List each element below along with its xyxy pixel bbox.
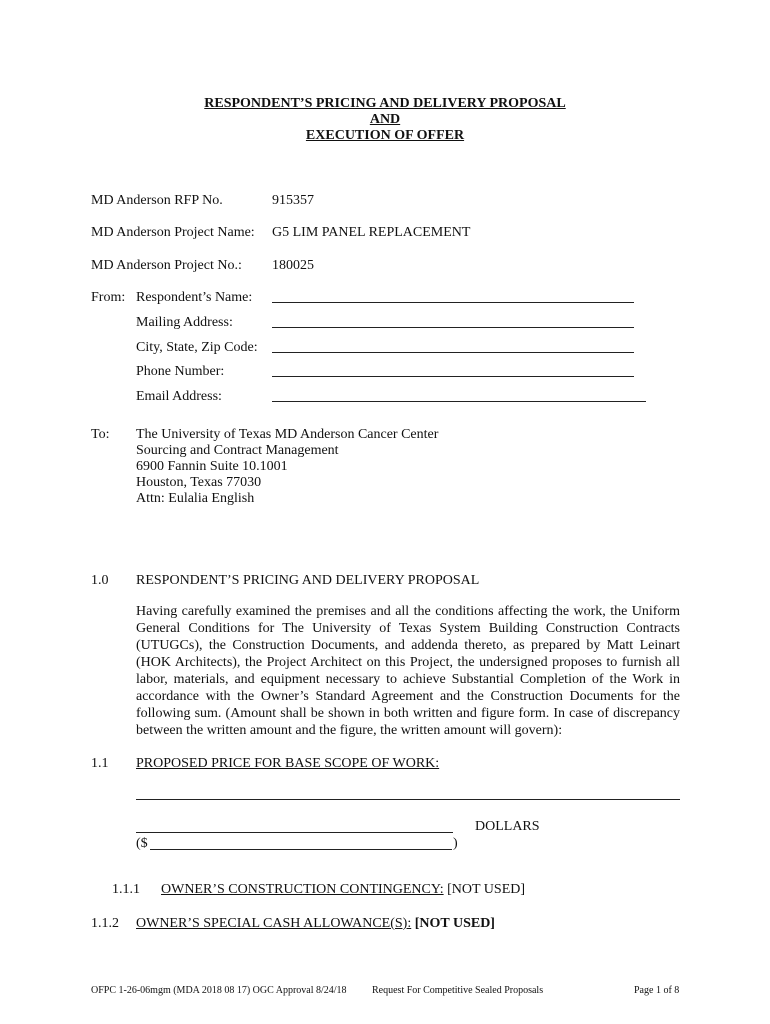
footer-page-number: Page 1 of 8 bbox=[634, 985, 680, 996]
section-1-1-1-line bbox=[161, 882, 525, 898]
document-subtitle: EXECUTION OF OFFER bbox=[305, 128, 465, 143]
to-address-line-2: Sourcing and Contract Management bbox=[136, 443, 339, 458]
section-number-1-1: 1.1 bbox=[91, 756, 109, 771]
section-title-1-1: PROPOSED PRICE FOR BASE SCOPE OF WORK: bbox=[136, 756, 440, 771]
project-name-value: G5 LIM PANEL REPLACEMENT bbox=[272, 225, 471, 240]
section-status-1-1-1: [NOT USED] bbox=[443, 882, 526, 897]
mailing-address-field[interactable] bbox=[272, 327, 634, 328]
phone-number-field[interactable] bbox=[272, 376, 634, 377]
section-status-1-1-2: [NOT USED] bbox=[414, 916, 495, 931]
to-attention-line: Attn: Eulalia English bbox=[136, 491, 255, 506]
to-address-line-1: The University of Texas MD Anderson Cancer Center bbox=[136, 427, 439, 442]
written-amount-field[interactable] bbox=[136, 799, 680, 800]
respondent-name-field[interactable] bbox=[272, 302, 634, 303]
section-title-1-1-1: OWNER’S CONSTRUCTION CONTINGENCY: bbox=[161, 882, 444, 897]
written-amount-field-2[interactable] bbox=[136, 832, 453, 833]
figure-amount-field[interactable] bbox=[150, 849, 452, 850]
figure-close-paren: ) bbox=[453, 836, 458, 851]
section-number-1-1-2: 1.1.2 bbox=[91, 916, 119, 931]
section-title-1-0: RESPONDENT’S PRICING AND DELIVERY PROPOSAL bbox=[136, 573, 480, 588]
document-title-and: AND bbox=[369, 112, 401, 127]
project-name-label: MD Anderson Project Name: bbox=[91, 225, 255, 240]
city-state-zip-label: City, State, Zip Code: bbox=[136, 340, 258, 355]
footer-document-type: Request For Competitive Sealed Proposals bbox=[372, 985, 544, 996]
mailing-address-label: Mailing Address: bbox=[136, 315, 233, 330]
email-address-field[interactable] bbox=[272, 401, 646, 402]
section-title-1-1-2: OWNER’S SPECIAL CASH ALLOWANCE(S): bbox=[136, 916, 412, 931]
section-1-0-body: Having carefully examined the premises and all the conditions affecting the work, the Uniform General Conditions for The University of Texas System Building Construction Contracts (UTUGCs), the Construction Documents, and addenda thereto, as prepared by Matt Leinart (HOK Architects), the Project Architect on this Project, the undersigned proposes to furnish all labor, materials, and equipment necessary to achieve Substantial Completion of the Work in accordance with the Owner’s Standard Agreement and the Construction Documents for the following sum. (Amount shall be shown in both written and figure form. In case of discrepancy between the written amount and the figure, the written amount will govern): bbox=[136, 604, 680, 738]
email-address-label: Email Address: bbox=[136, 389, 222, 404]
project-number-value: 180025 bbox=[272, 258, 314, 273]
section-number-1-1-1: 1.1.1 bbox=[112, 882, 140, 897]
figure-open-paren: ($ bbox=[136, 836, 148, 851]
phone-number-label: Phone Number: bbox=[136, 364, 225, 379]
to-address-line-3: 6900 Fannin Suite 10.1001 bbox=[136, 459, 288, 474]
rfp-label: MD Anderson RFP No. bbox=[91, 193, 223, 208]
dollars-label: DOLLARS bbox=[475, 819, 540, 834]
to-label: To: bbox=[91, 427, 110, 442]
project-number-label: MD Anderson Project No.: bbox=[91, 258, 242, 273]
rfp-value: 915357 bbox=[272, 193, 314, 208]
to-address-line-4: Houston, Texas 77030 bbox=[136, 475, 262, 490]
section-1-1-2-line bbox=[136, 916, 495, 932]
respondent-name-label: Respondent’s Name: bbox=[136, 290, 253, 305]
document-title: RESPONDENT’S PRICING AND DELIVERY PROPOSAL bbox=[204, 96, 566, 111]
from-label: From: bbox=[91, 290, 126, 305]
section-number-1-0: 1.0 bbox=[91, 573, 109, 588]
city-state-zip-field[interactable] bbox=[272, 352, 634, 353]
footer-form-id: OFPC 1-26-06mgm (MDA 2018 08 17) OGC Approval 8/24/18 bbox=[91, 985, 347, 996]
